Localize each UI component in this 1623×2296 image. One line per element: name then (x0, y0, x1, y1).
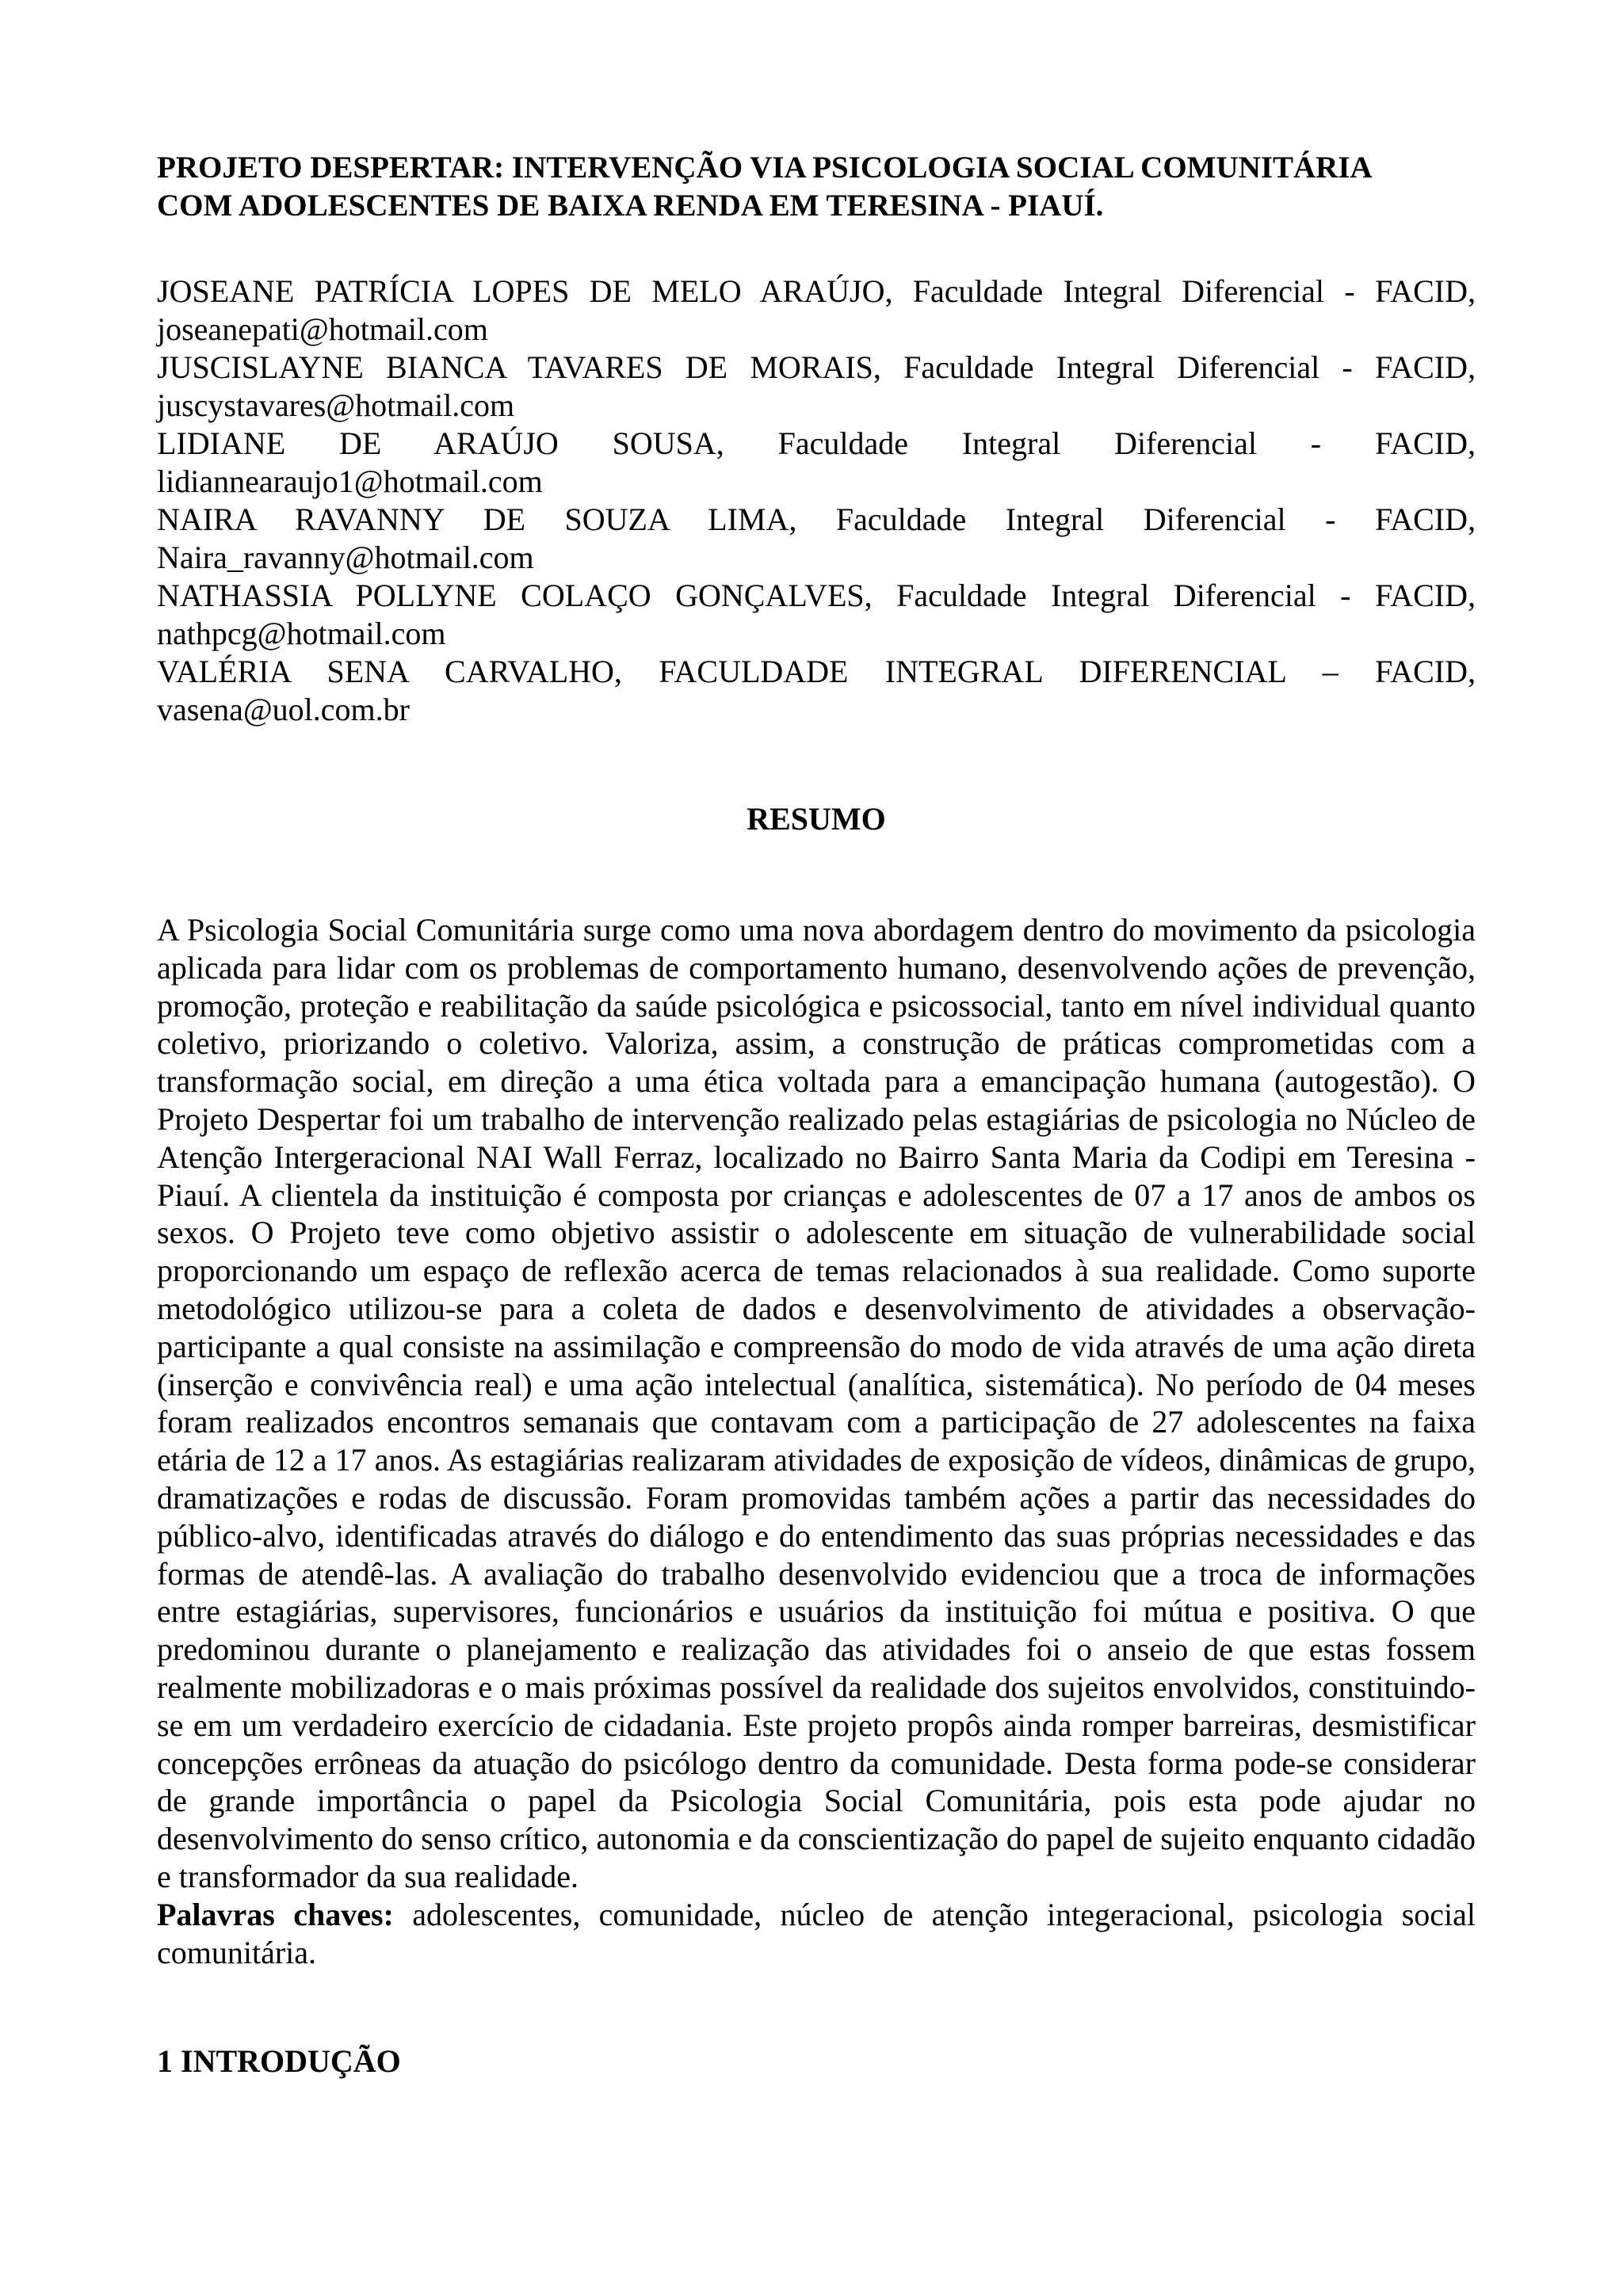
keywords-label: Palavras chaves: (157, 1896, 394, 1932)
author-entry (157, 349, 1476, 425)
author-affiliation: JOSEANE PATRÍCIA LOPES DE MELO ARAÚJO, Faculdade Integral Diferencial - FACID, (157, 273, 1476, 309)
abstract-heading: RESUMO (747, 801, 886, 837)
author-affiliation: VALÉRIA SENA CARVALHO, FACULDADE INTEGRAL DIFERENCIAL – FACID, (157, 654, 1476, 689)
author-affiliation: LIDIANE DE ARAÚJO SOUSA, Faculdade Integral Diferencial - FACID, (157, 425, 1476, 461)
author-entry (157, 425, 1476, 501)
author-list (157, 273, 1476, 729)
author-email: nathpcg@hotmail.com (157, 616, 446, 651)
section-heading-introduction: 1 INTRODUÇÃO (157, 2043, 401, 2080)
author-affiliation: NAIRA RAVANNY DE SOUZA LIMA, Faculdade Integral Diferencial - FACID, (157, 502, 1476, 537)
keywords (157, 1896, 1476, 1972)
author-email: Naira_ravanny@hotmail.com (157, 540, 534, 575)
author-entry (157, 653, 1476, 729)
author-entry (157, 501, 1476, 577)
author-entry (157, 577, 1476, 653)
author-affiliation: NATHASSIA POLLYNE COLAÇO GONÇALVES, Faculdade Integral Diferencial - FACID, (157, 578, 1476, 613)
keywords-text: adolescentes, comunidade, núcleo de atenção integeracional, psicologia social comunitária. (157, 1896, 1476, 1970)
paper-title-line-1: PROJETO DESPERTAR: INTERVENÇÃO VIA PSICOLOGIA SOCIAL COMUNITÁRIA (157, 151, 1373, 185)
author-email: juscystavares@hotmail.com (157, 387, 515, 423)
author-entry (157, 273, 1476, 349)
author-email: lidiannearaujo1@hotmail.com (157, 463, 543, 499)
author-affiliation: JUSCISLAYNE BIANCA TAVARES DE MORAIS, Faculdade Integral Diferencial - FACID, (157, 349, 1476, 385)
author-email: vasena@uol.com.br (157, 692, 410, 727)
author-email: joseanepati@hotmail.com (157, 311, 488, 347)
paper-title-line-2: COM ADOLESCENTES DE BAIXA RENDA EM TERESINA - PIAUÍ. (157, 189, 1104, 223)
abstract-text: A Psicologia Social Comunitária surge como uma nova abordagem dentro do movimento da psicologia aplicada para lidar com os problemas de comportamento humano, desenvolvendo ações de prevenção, promoção, proteção e reabilitação da saúde psicológica e psicossocial, tanto em nível individual quanto coletivo, priorizando o coletivo. Valoriza, assim, a construção de práticas comprometidas com a transformação social, em direção a uma ética voltada para a emancipação humana (autogestão). O Projeto Despertar foi um trabalho de intervenção realizado pelas estagiárias de psicologia no Núcleo de Atenção Intergeracional NAI Wall Ferraz, localizado no Bairro Santa Maria da Codipi em Teresina - Piauí. A clientela da instituição é composta por crianças e adolescentes de 07 a 17 anos de ambos os sexos. O Projeto teve como objetivo assistir o adolescente em situação de vulnerabilidade social proporcionando um espaço de reflexão acerca de temas relacionados à sua realidade. Como suporte metodológico utilizou-se para a coleta de dados e desenvolvimento de atividades a observação-participante a qual consiste na assimilação e compreensão do modo de vida através de uma ação direta (inserção e convivência real) e uma ação intelectual (analítica, sistemática). No período de 04 meses foram realizados encontros semanais que contavam com a participação de 27 adolescentes na faixa etária de 12 a 17 anos. As estagiárias realizaram atividades de exposição de vídeos, dinâmicas de grupo, dramatizações e rodas de discussão. Foram promovidas também ações a partir das necessidades do público-alvo, identificadas através do diálogo e do entendimento das suas próprias necessidades e das formas de atendê-las. A avaliação do trabalho desenvolvido evidenciou que a troca de informações entre estagiárias, supervisores, funcionários e usuários da instituição foi mútua e positiva. O que predominou durante o planejamento e realização das atividades foi o anseio de que estas fossem realmente mobilizadoras e o mais próximas possível da realidade dos sujeitos envolvidos, constituindo-se em um verdadeiro exercício de cidadania. Este projeto propôs ainda romper barreiras, desmistificar concepções errôneas da atuação do psicólogo dentro da comunidade. Desta forma pode-se considerar de grande importância o papel da Psicologia Social Comunitária, pois esta pode ajudar no desenvolvimento do senso crítico, autonomia e da conscientização do papel de sujeito enquanto cidadão e transformador da sua realidade. (157, 912, 1476, 1894)
paper-page (157, 149, 1476, 2081)
paper-title (157, 149, 1476, 225)
